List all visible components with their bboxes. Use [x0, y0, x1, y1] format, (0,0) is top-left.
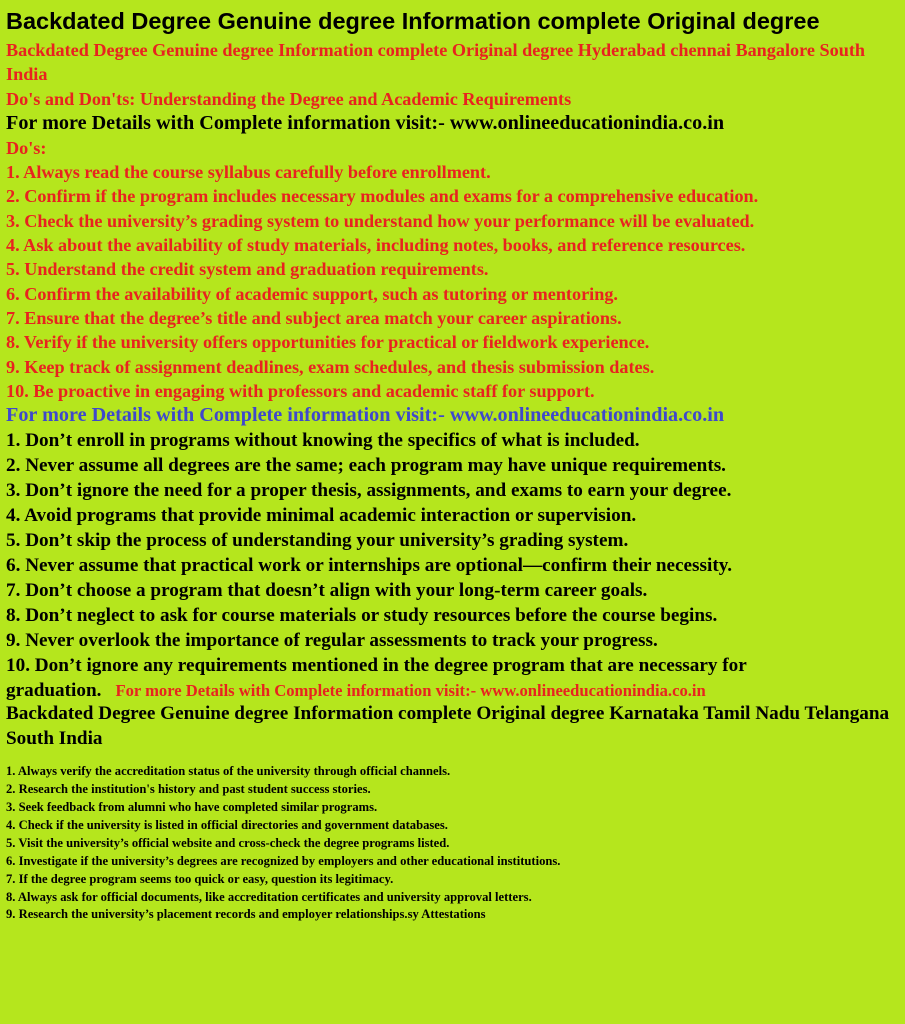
dos-item: 8. Verify if the university offers opportunities for practical or fieldwork experience. [6, 332, 650, 353]
donts-item: 2. Never assume all degrees are the same; each program may have unique requirements. [6, 455, 726, 477]
dos-section [6, 136, 899, 403]
donts-item-10-line-1: 10. Don’t ignore any requirements mentioned in the degree program that are necessary for [6, 655, 747, 677]
intro-line-1: Backdated Degree Genuine degree Information complete Original degree Hyderabad chennai Bangalore South India [6, 40, 865, 85]
donts-section [6, 428, 899, 703]
dos-item: 6. Confirm the availability of academic support, such as tutoring or mentoring. [6, 283, 618, 304]
closing-heading: Backdated Degree Genuine degree Information complete Original degree Karnataka Tamil Nadu Telangana South India [6, 703, 890, 750]
donts-item: 9. Never overlook the importance of regular assessments to track your progress. [6, 630, 658, 652]
dos-item: 4. Ask about the availability of study materials, including notes, books, and reference resources. [6, 235, 746, 256]
dos-item: 9. Keep track of assignment deadlines, exam schedules, and thesis submission dates. [6, 356, 655, 377]
tips-item: 9. Research the university’s placement records and employer relationships.sy Attestations [6, 907, 486, 922]
dos-item: 1. Always read the course syllabus carefully before enrollment. [6, 162, 491, 183]
donts-item: 8. Don’t neglect to ask for course materials or study resources before the course begins. [6, 605, 718, 627]
intro-section [6, 38, 899, 111]
page-title: Backdated Degree Genuine degree Information complete Original degree [6, 8, 820, 34]
tips-item: 1. Always verify the accreditation status of the university through official channels. [6, 764, 451, 779]
dos-item: 3. Check the university’s grading system to understand how your performance will be evaluated. [6, 210, 755, 231]
donts-item-10-graduation: graduation. [6, 680, 102, 702]
tips-item: 7. If the degree program seems too quick or easy, question its legitimacy. [6, 871, 394, 886]
donts-item: 3. Don’t ignore the need for a proper thesis, assignments, and exams to earn your degree. [6, 480, 732, 502]
tips-item: 5. Visit the university’s official website and cross-check the degree programs listed. [6, 835, 450, 850]
tips-item: 4. Check if the university is listed in official directories and government databases. [6, 817, 448, 832]
tips-item: 6. Investigate if the university’s degrees are recognized by employers and other educational institutions. [6, 853, 561, 868]
donts-item: 7. Don’t choose a program that doesn’t align with your long-term career goals. [6, 580, 648, 602]
dos-item: 2. Confirm if the program includes necessary modules and exams for a comprehensive education. [6, 186, 759, 207]
tips-item: 3. Seek feedback from alumni who have completed similar programs. [6, 799, 378, 814]
donts-item-10-line-2 [6, 678, 899, 703]
donts-item: 6. Never assume that practical work or internships are optional—confirm their necessity. [6, 555, 733, 577]
visit-link-blue: For more Details with Complete information visit:- www.onlineeducationindia.co.in [6, 404, 725, 427]
dos-item: 5. Understand the credit system and graduation requirements. [6, 259, 489, 280]
visit-link-red-inline: For more Details with Complete information visit:- www.onlineeducationindia.co.in [115, 681, 706, 701]
dos-item: 10. Be proactive in engaging with professors and academic staff for support. [6, 380, 595, 401]
donts-item: 4. Avoid programs that provide minimal academic interaction or supervision. [6, 505, 637, 527]
visit-link-black: For more Details with Complete information visit:- www.onlineeducationindia.co.in [6, 111, 725, 134]
dos-heading: Do's: [6, 137, 47, 158]
donts-item: 1. Don’t enroll in programs without knowing the specifics of what is included. [6, 430, 640, 452]
tips-item: 2. Research the institution's history and past student success stories. [6, 782, 371, 797]
tips-section [6, 763, 899, 924]
dos-item: 7. Ensure that the degree’s title and subject area match your career aspirations. [6, 307, 622, 328]
donts-item: 5. Don’t skip the process of understanding your university’s grading system. [6, 530, 629, 552]
tips-item: 8. Always ask for official documents, like accreditation certificates and university approval letters. [6, 889, 532, 904]
intro-line-2: Do's and Don'ts: Understanding the Degree and Academic Requirements [6, 88, 572, 109]
